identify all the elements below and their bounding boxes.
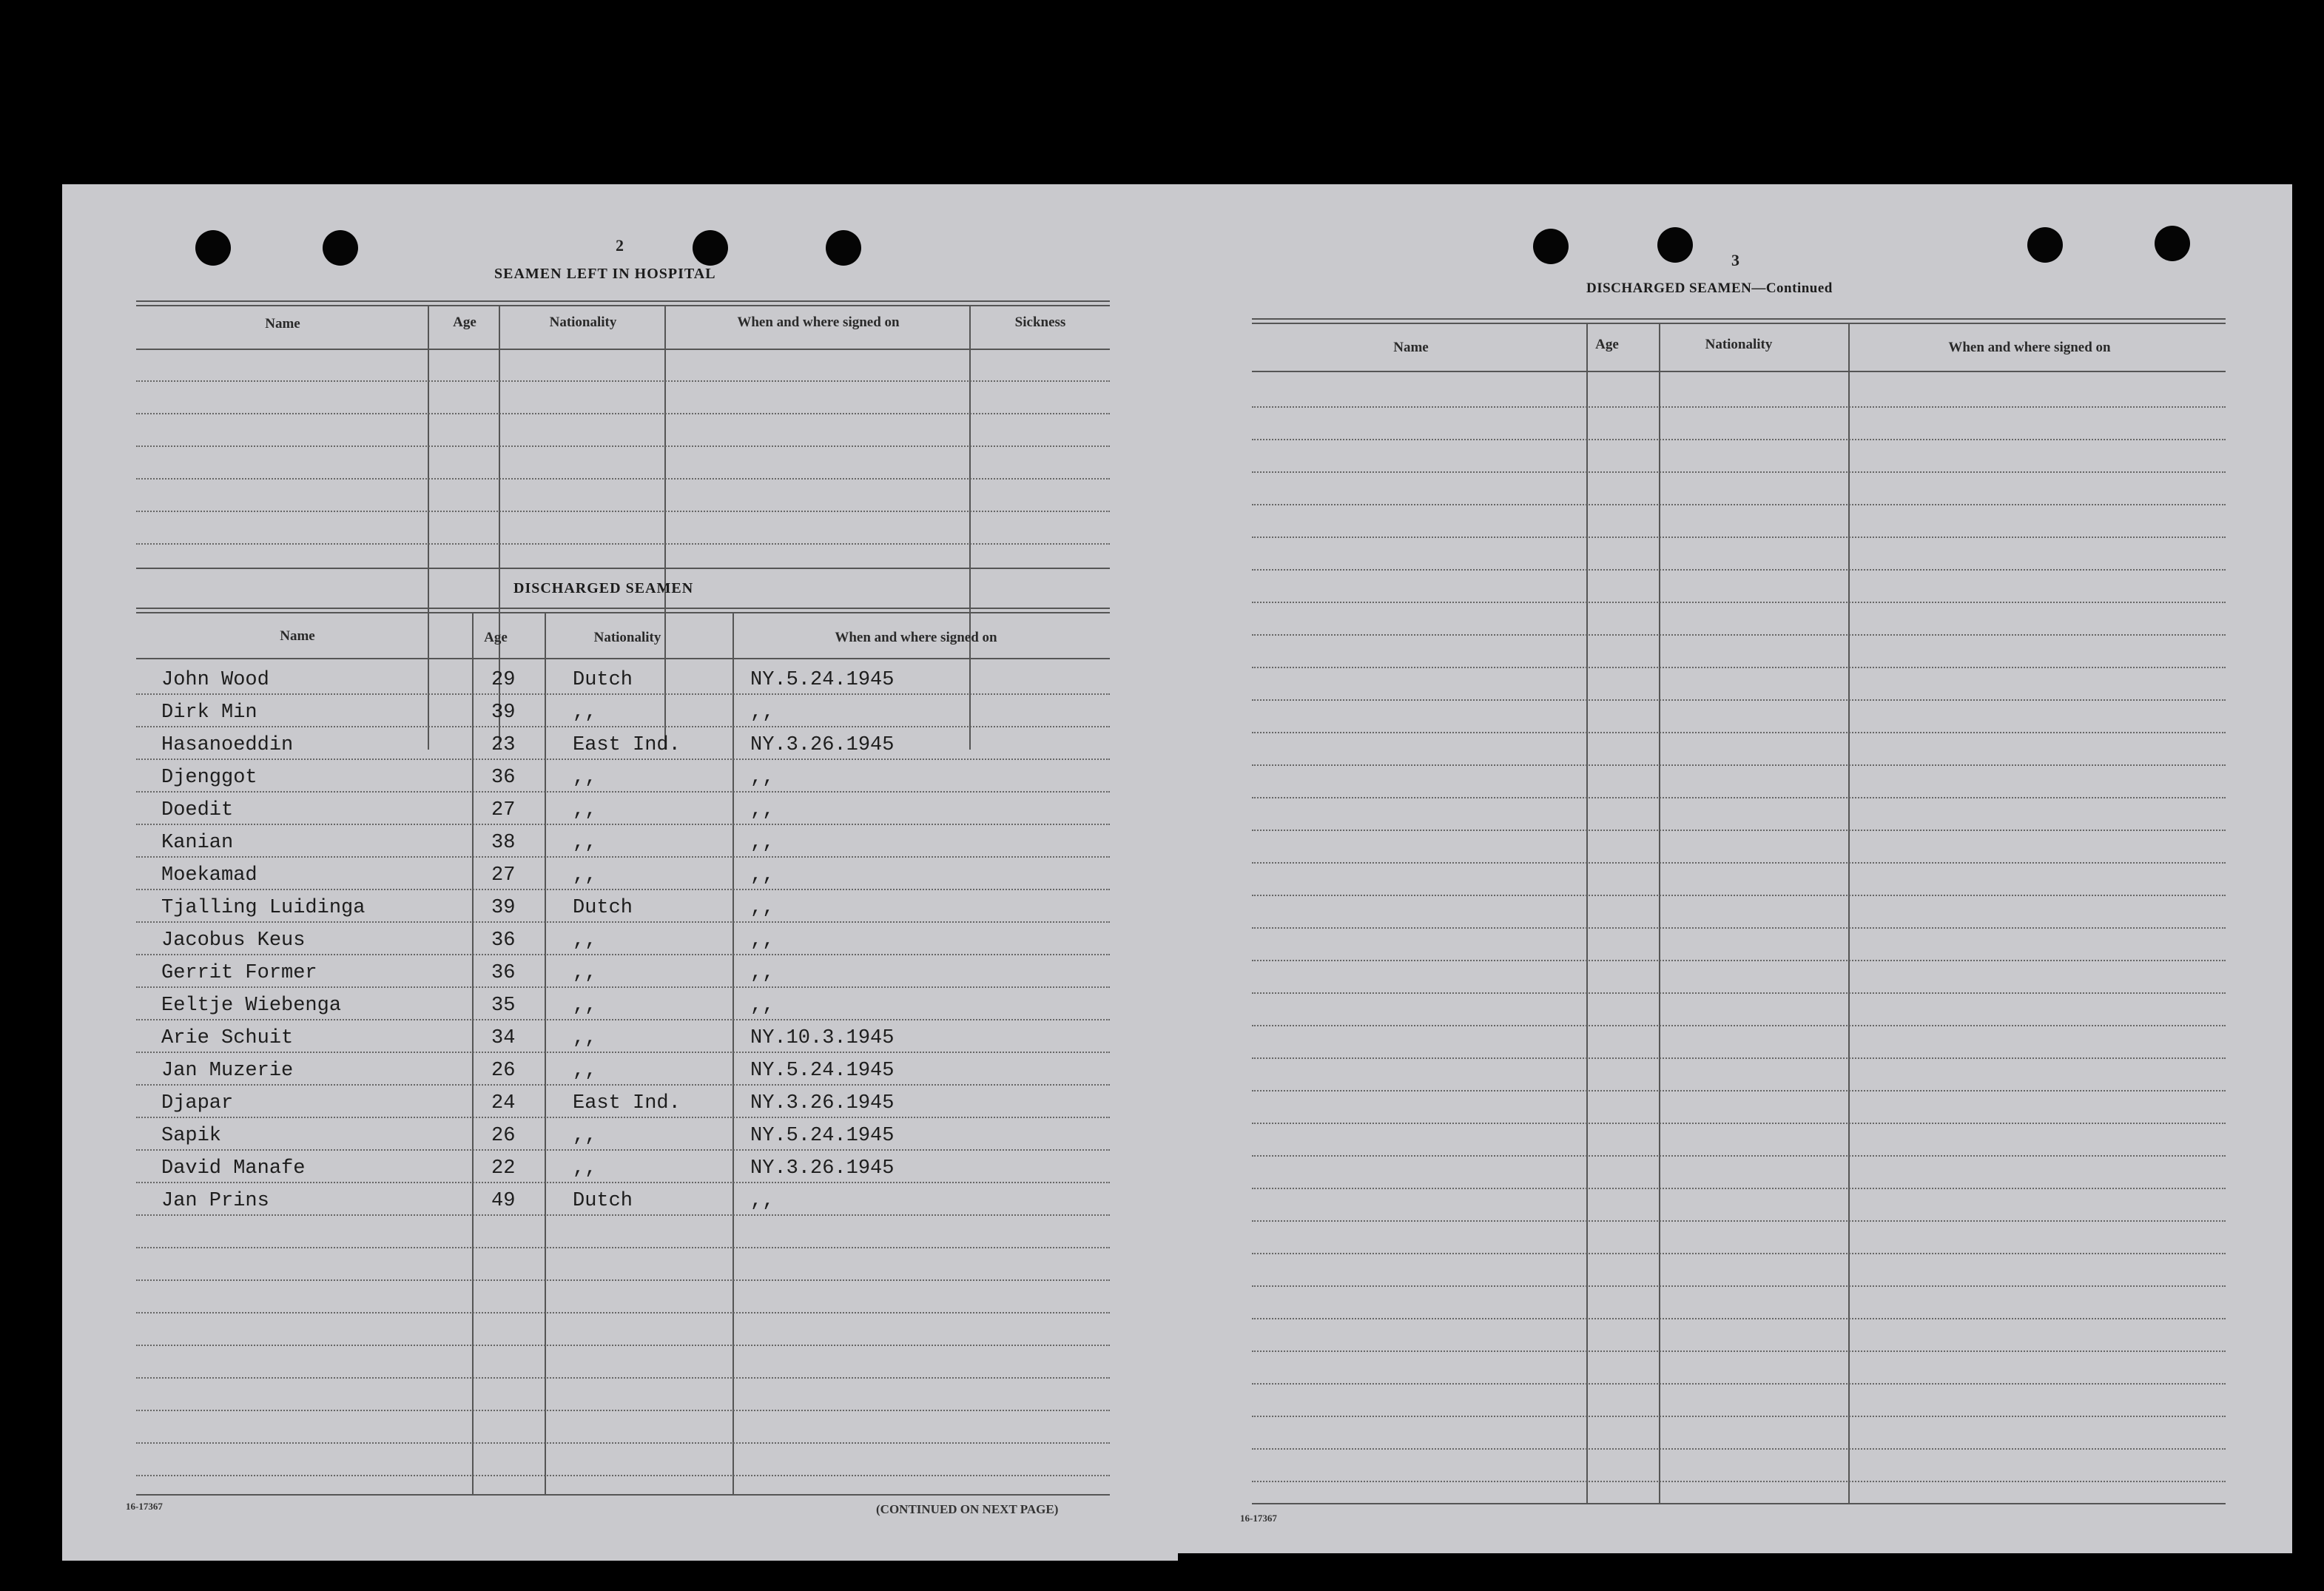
hospital-header-signed-on: When and where signed on — [737, 314, 900, 330]
seaman-nationality: ,, — [573, 929, 597, 952]
discharged-header-age: Age — [484, 630, 508, 645]
seaman-age: 39 — [491, 897, 516, 919]
ruled-line — [1252, 992, 2226, 994]
seaman-name: David Manafe — [161, 1157, 306, 1180]
discharged-header-signed-on: When and where signed on — [835, 630, 997, 645]
seaman-nationality: Dutch — [573, 669, 633, 691]
seaman-name: Jacobus Keus — [161, 929, 306, 952]
ruled-line — [1252, 602, 2226, 603]
discharged-header-name: Name — [280, 628, 315, 644]
seaman-name: Kanian — [161, 832, 234, 854]
seaman-name: Djapar — [161, 1092, 234, 1114]
ruled-line — [1252, 862, 2226, 864]
seaman-name: Djenggot — [161, 767, 257, 789]
seaman-name: Arie Schuit — [161, 1027, 294, 1049]
ruled-line — [1252, 830, 2226, 831]
seaman-signed-on: NY.5.24.1945 — [750, 1125, 895, 1147]
seaman-signed-on: NY.3.26.1945 — [750, 1157, 895, 1180]
seaman-name: Sapik — [161, 1125, 222, 1147]
ruled-line — [1252, 1025, 2226, 1026]
seaman-signed-on: ,, — [750, 1190, 775, 1212]
continued-header-name: Name — [1393, 340, 1429, 355]
seaman-nationality: ,, — [573, 702, 597, 724]
seaman-signed-on: ,, — [750, 864, 775, 887]
seaman-signed-on: ,, — [750, 929, 775, 952]
seaman-age: 34 — [491, 1027, 516, 1049]
left-page — [62, 184, 1178, 1561]
seaman-name: Jan Prins — [161, 1190, 269, 1212]
seaman-nationality: ,, — [573, 1125, 597, 1147]
seaman-name: Gerrit Former — [161, 962, 317, 984]
continued-header-signed-on: When and where signed on — [1948, 340, 2111, 355]
seaman-signed-on: ,, — [750, 832, 775, 854]
seaman-name: Hasanoeddin — [161, 734, 294, 756]
table-rule — [1252, 1503, 2226, 1504]
seaman-nationality: ,, — [573, 1027, 597, 1049]
seaman-name: Dirk Min — [161, 702, 257, 724]
seaman-nationality: Dutch — [573, 1190, 633, 1212]
ruled-line — [1252, 1253, 2226, 1254]
seaman-age: 36 — [491, 767, 516, 789]
seaman-age: 29 — [491, 669, 516, 691]
seaman-nationality: East Ind. — [573, 734, 681, 756]
ruled-line — [1252, 471, 2226, 473]
seaman-signed-on: ,, — [750, 702, 775, 724]
ruled-line — [1252, 1285, 2226, 1287]
ruled-line — [1252, 439, 2226, 440]
ruled-line — [1252, 667, 2226, 668]
seaman-nationality: ,, — [573, 1060, 597, 1082]
hospital-section-title: SEAMEN LEFT IN HOSPITAL — [494, 266, 716, 282]
continued-section-title: DISCHARGED SEAMEN—Continued — [1586, 280, 1833, 296]
seaman-nationality: ,, — [573, 799, 597, 821]
ruled-line — [1252, 699, 2226, 701]
seaman-name: Tjalling Luidinga — [161, 897, 366, 919]
seaman-signed-on: NY.3.26.1945 — [750, 1092, 895, 1114]
discharged-header-nationality: Nationality — [593, 630, 661, 645]
seaman-age: 22 — [491, 1157, 516, 1180]
seaman-age: 23 — [491, 734, 516, 756]
ruled-line — [1252, 927, 2226, 929]
ruled-line — [1252, 1448, 2226, 1450]
seaman-signed-on: ,, — [750, 799, 775, 821]
seaman-name: Doedit — [161, 799, 234, 821]
ruled-line — [1252, 1057, 2226, 1059]
ruled-line — [1252, 1383, 2226, 1385]
ruled-line — [1252, 1481, 2226, 1482]
seaman-age: 27 — [491, 864, 516, 887]
hospital-header-nationality: Nationality — [549, 314, 617, 330]
ruled-line — [1252, 764, 2226, 766]
ruled-line — [1252, 1350, 2226, 1352]
seaman-signed-on: NY.5.24.1945 — [750, 669, 895, 691]
discharged-table-body — [62, 184, 1178, 1561]
seaman-name: Jan Muzerie — [161, 1060, 294, 1082]
ruled-line — [1252, 634, 2226, 636]
seaman-age: 38 — [491, 832, 516, 854]
seaman-name: Moekamad — [161, 864, 257, 887]
seaman-age: 27 — [491, 799, 516, 821]
seaman-age: 49 — [491, 1190, 516, 1212]
seaman-nationality: Dutch — [573, 897, 633, 919]
seaman-age: 26 — [491, 1125, 516, 1147]
ruled-line — [1252, 406, 2226, 408]
ruled-line — [1252, 1090, 2226, 1092]
form-code: 16-17367 — [126, 1501, 163, 1512]
ruled-line — [1252, 1220, 2226, 1222]
continued-header-nationality: Nationality — [1705, 337, 1773, 352]
ruled-line — [1252, 732, 2226, 733]
ruled-line — [1252, 960, 2226, 961]
ruled-line — [1252, 1188, 2226, 1189]
seaman-age: 24 — [491, 1092, 516, 1114]
seaman-age: 36 — [491, 962, 516, 984]
seaman-nationality: East Ind. — [573, 1092, 681, 1114]
seaman-age: 39 — [491, 702, 516, 724]
seaman-nationality: ,, — [573, 962, 597, 984]
seaman-nationality: ,, — [573, 767, 597, 789]
page-number: 3 — [1731, 251, 1739, 269]
ruled-line — [1252, 504, 2226, 505]
hospital-header-name: Name — [265, 316, 300, 332]
seaman-age: 35 — [491, 995, 516, 1017]
seaman-nationality: ,, — [573, 1157, 597, 1180]
seaman-signed-on: NY.5.24.1945 — [750, 1060, 895, 1082]
ruled-line — [1252, 1155, 2226, 1157]
seaman-signed-on: ,, — [750, 897, 775, 919]
discharged-section-title: DISCHARGED SEAMEN — [513, 580, 694, 596]
seaman-nationality: ,, — [573, 995, 597, 1017]
seaman-age: 26 — [491, 1060, 516, 1082]
ruled-line — [1252, 536, 2226, 538]
seaman-nationality: ,, — [573, 864, 597, 887]
seaman-nationality: ,, — [573, 832, 597, 854]
hospital-header-age: Age — [453, 314, 476, 330]
continued-header-age: Age — [1595, 337, 1619, 352]
ruled-line — [1252, 1123, 2226, 1124]
ruled-line — [1252, 1318, 2226, 1319]
continued-note: (CONTINUED ON NEXT PAGE) — [876, 1502, 1059, 1516]
ruled-line — [1252, 895, 2226, 896]
seaman-signed-on: ,, — [750, 995, 775, 1017]
form-code: 16-17367 — [1240, 1513, 1277, 1524]
ruled-line — [1252, 797, 2226, 798]
table-rule — [136, 1494, 1110, 1496]
ruled-line — [1252, 1416, 2226, 1417]
seaman-signed-on: ,, — [750, 767, 775, 789]
page-number: 2 — [616, 236, 624, 255]
ruled-line — [1252, 569, 2226, 571]
seaman-signed-on: ,, — [750, 962, 775, 984]
right-page — [1178, 184, 2292, 1553]
seaman-signed-on: NY.10.3.1945 — [750, 1027, 895, 1049]
hospital-header-sickness: Sickness — [1014, 314, 1066, 330]
seaman-name: Eeltje Wiebenga — [161, 995, 342, 1017]
seaman-signed-on: NY.3.26.1945 — [750, 734, 895, 756]
continued-rows — [1178, 184, 2292, 1553]
seaman-name: John Wood — [161, 669, 269, 691]
seaman-age: 36 — [491, 929, 516, 952]
